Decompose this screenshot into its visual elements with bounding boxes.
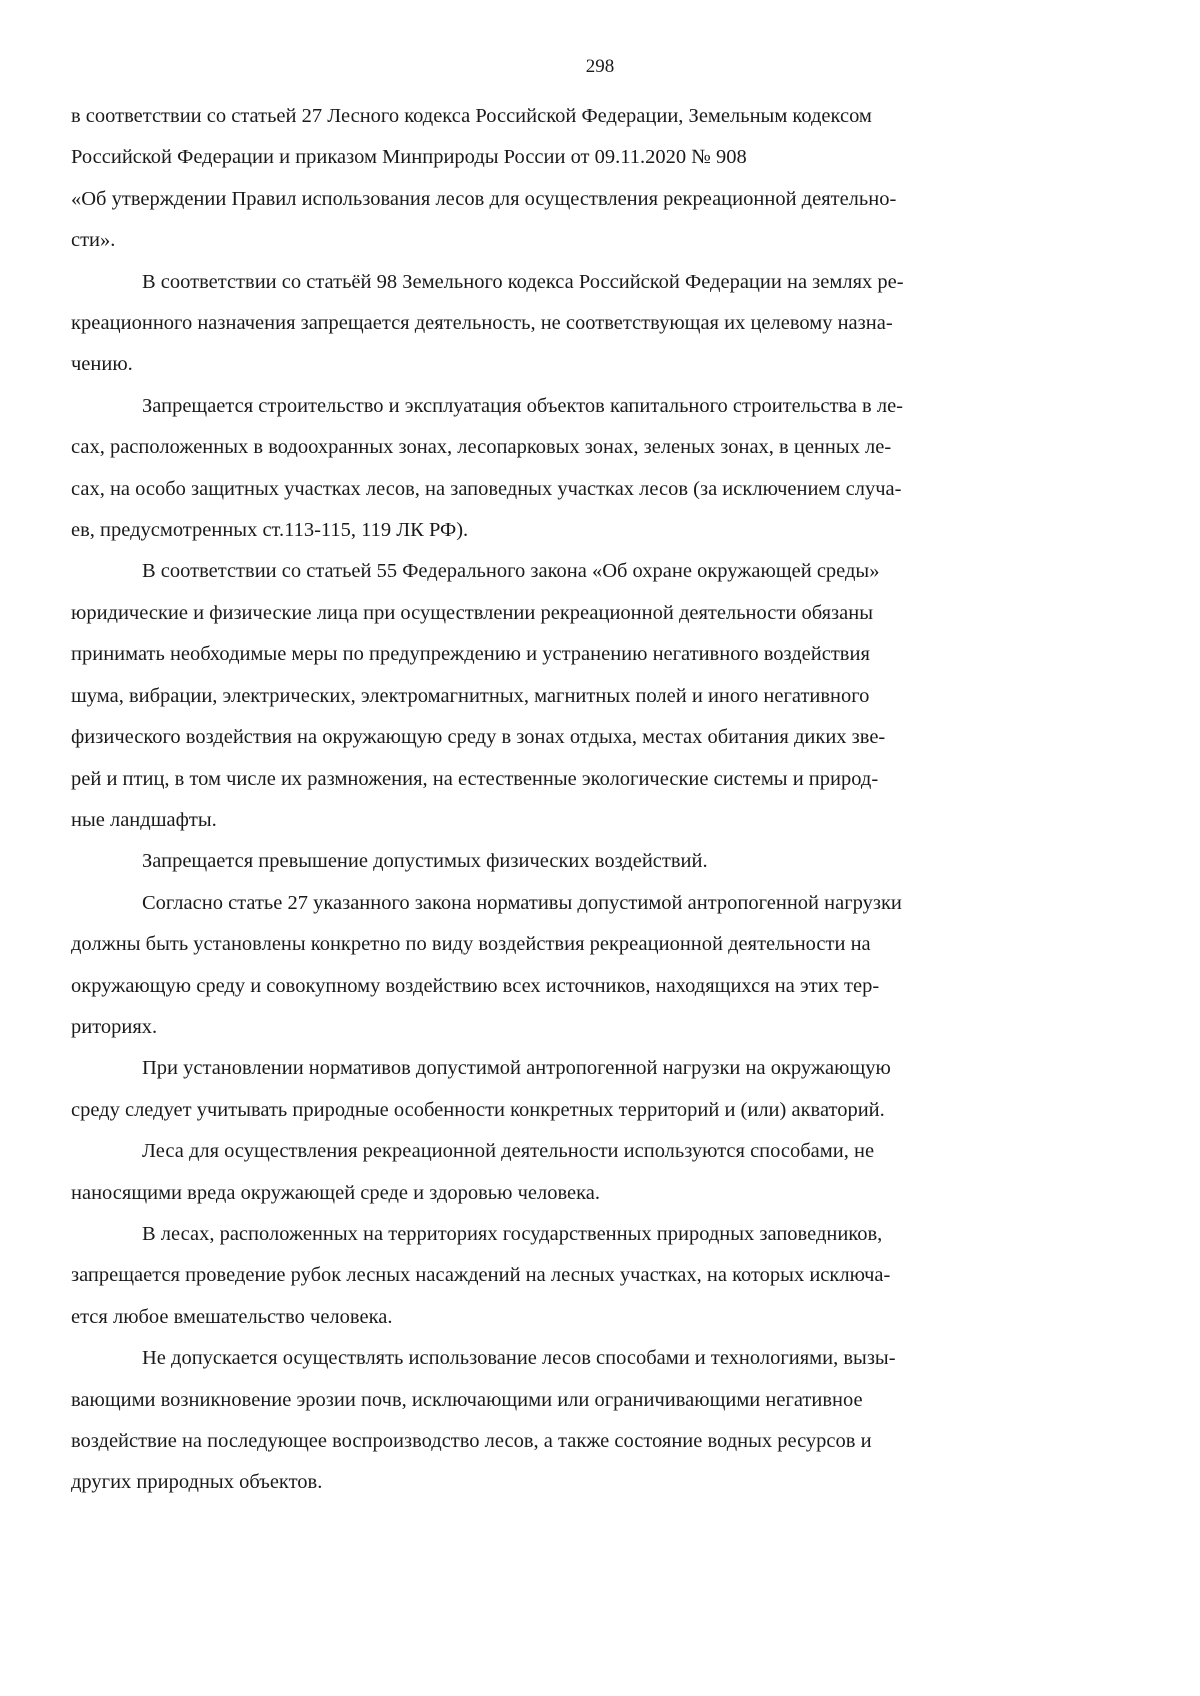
text-line: В соответствии со статьёй 98 Земельного кодекса Российской Федерации на землях ре- (142, 270, 904, 293)
text-line: должны быть установлены конкретно по виду воздействия рекреационной деятельности на (71, 933, 871, 956)
text-line: ные ландшафты. (71, 808, 217, 831)
paragraph (71, 1131, 1073, 1214)
text-line: риториях. (71, 1015, 158, 1038)
text-line: чению. (71, 353, 133, 376)
text-line: шума, вибрации, электрических, электромагнитных, магнитных полей и иного негативного (71, 684, 870, 707)
text-line: ется любое вмешательство человека. (71, 1305, 393, 1328)
text-line: Запрещается превышение допустимых физических воздействий. (142, 850, 708, 873)
text-line: воздействие на последующее воспроизводство лесов, а также состояние водных ресурсов и (71, 1430, 872, 1452)
text-line: креационного назначения запрещается деятельность, не соответствующая их целевому назна- (71, 312, 893, 335)
paragraph (71, 386, 1073, 552)
text-line: окружающую среду и совокупному воздействию всех источников, находящихся на этих тер- (71, 974, 880, 997)
text-line: В лесах, расположенных на территориях государственных природных заповедников, (142, 1222, 883, 1245)
text-line: запрещается проведение рубок лесных насаждений на лесных участках, на которых исключа- (71, 1264, 891, 1287)
text-line: принимать необходимые меры по предупреждению и устранению негативного воздействия (71, 643, 870, 666)
text-line: Леса для осуществления рекреационной деятельности используются способами, не (142, 1140, 875, 1163)
paragraph (71, 1048, 1073, 1131)
text-line: Российской Федерации и приказом Минприроды России от 09.11.2020 № 908 (71, 146, 747, 169)
text-line: сах, расположенных в водоохранных зонах, лесопарковых зонах, зеленых зонах, в ценных ле- (71, 436, 892, 459)
paragraph (71, 96, 1073, 262)
text-line: В соответствии со статьей 55 Федерального закона «Об охране окружающей среды» (142, 560, 880, 583)
text-line: в соответствии со статьей 27 Лесного кодекса Российской Федерации, Земельным кодексом (71, 105, 872, 127)
text-line: юридические и физические лица при осуществлении рекреационной деятельности обязаны (71, 601, 873, 624)
text-line: среду следует учитывать природные особенности конкретных территорий и (или) акваторий. (71, 1098, 885, 1121)
text-line: Не допускается осуществлять использование лесов способами и технологиями, вызы- (142, 1347, 896, 1370)
text-line: наносящими вреда окружающей среде и здоровью человека. (71, 1181, 601, 1204)
text-line: физического воздействия на окружающую среду в зонах отдыха, местах обитания диких зве- (71, 726, 886, 749)
text-line: сах, на особо защитных участках лесов, на заповедных участках лесов (за исключением случа- (71, 477, 902, 500)
document-body (71, 96, 1073, 1504)
text-line: сти». (71, 229, 116, 252)
paragraph (71, 1338, 1073, 1504)
text-line: рей и птиц, в том числе их размножения, на естественные экологические системы и природ- (71, 767, 879, 790)
text-line: Согласно статье 27 указанного закона нормативы допустимой антропогенной нагрузки (142, 891, 902, 914)
paragraph (71, 841, 1073, 882)
paragraph (71, 1214, 1073, 1338)
page-number: 298 (585, 56, 615, 77)
text-line: ев, предусмотренных ст.113-115, 119 ЛК РФ). (71, 519, 469, 542)
paragraph (71, 551, 1073, 841)
text-line: «Об утверждении Правил использования лесов для осуществления рекреационной деятельно- (71, 187, 897, 210)
text-line: При установлении нормативов допустимой антропогенной нагрузки на окружающую (142, 1057, 891, 1080)
text-line: Запрещается строительство и эксплуатация объектов капитального строительства в ле- (142, 394, 903, 417)
text-line: вающими возникновение эрозии почв, исключающими или ограничивающими негативное (71, 1388, 863, 1411)
text-line: других природных объектов. (71, 1471, 323, 1494)
paragraph (71, 262, 1073, 386)
paragraph (71, 883, 1073, 1049)
